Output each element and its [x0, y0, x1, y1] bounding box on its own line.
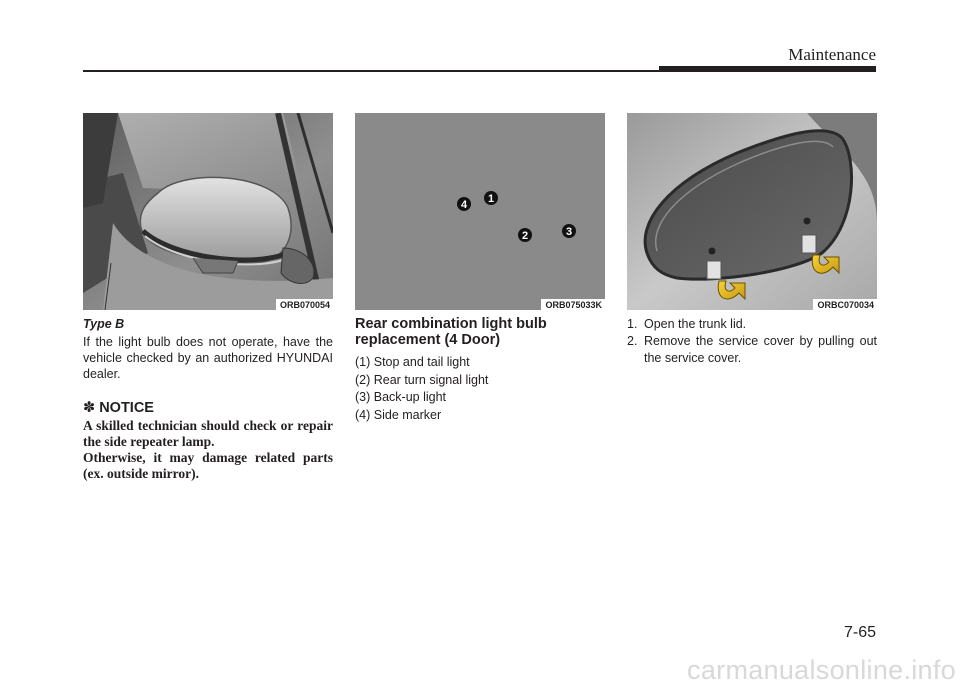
header-rule-accent	[659, 66, 876, 72]
step-item	[627, 333, 877, 367]
watermark: carmanualsonline.info	[687, 655, 956, 685]
notice-text: A skilled technician should check or repair the side repeater lamp.	[83, 418, 333, 449]
page-number: 7-65	[843, 624, 876, 641]
type-label: Type B	[83, 317, 125, 331]
svg-text:4: 4	[460, 199, 468, 211]
service-cover-figure	[627, 113, 877, 310]
figure-code: ORB075033K	[541, 299, 605, 310]
step-text: Open the trunk lid.	[644, 317, 747, 331]
svg-text:3: 3	[565, 226, 573, 238]
bulb-marker-1	[484, 191, 498, 205]
column-rear-light-text	[355, 316, 605, 424]
list-item: (3) Back-up light	[355, 390, 447, 404]
step-number: 2.	[627, 334, 638, 348]
step-item	[627, 316, 877, 333]
column-steps-text	[627, 316, 877, 367]
bulb-marker-2	[518, 228, 532, 242]
rear-light-illustration	[355, 113, 605, 310]
header-rule	[83, 70, 663, 72]
side-mirror-illustration	[83, 113, 333, 310]
service-cover-illustration	[627, 113, 877, 310]
notice-text: Otherwise, it may damage related parts (ex. outside mirror).	[83, 450, 333, 481]
list-item: (2) Rear turn signal light	[355, 372, 489, 387]
notice-heading	[83, 400, 333, 416]
figure-code: ORBC070034	[813, 299, 877, 310]
svg-text:1: 1	[487, 193, 495, 205]
section-title: Maintenance	[788, 45, 876, 64]
body-paragraph: If the light bulb does not operate, have the vehicle checked by an authorized HYUNDAI dealer.	[83, 335, 333, 381]
section-heading: Rear combination light bulb replacement (4 Door)	[355, 316, 547, 348]
notice-icon: ✽	[83, 400, 96, 416]
step-text: Remove the service cover by pulling out the service cover.	[644, 334, 877, 365]
notice-title: NOTICE	[99, 400, 154, 416]
svg-text:2: 2	[521, 230, 529, 242]
list-item: (1) Stop and tail light	[355, 355, 470, 369]
step-number: 1.	[627, 317, 638, 331]
side-mirror-figure	[83, 113, 333, 310]
list-item: (4) Side marker	[355, 407, 442, 422]
rear-light-figure	[355, 113, 605, 310]
column-mirror-text	[83, 316, 333, 482]
bulb-marker-4	[457, 197, 471, 211]
bulb-marker-3	[562, 224, 576, 238]
figure-code: ORB070054	[276, 299, 333, 310]
